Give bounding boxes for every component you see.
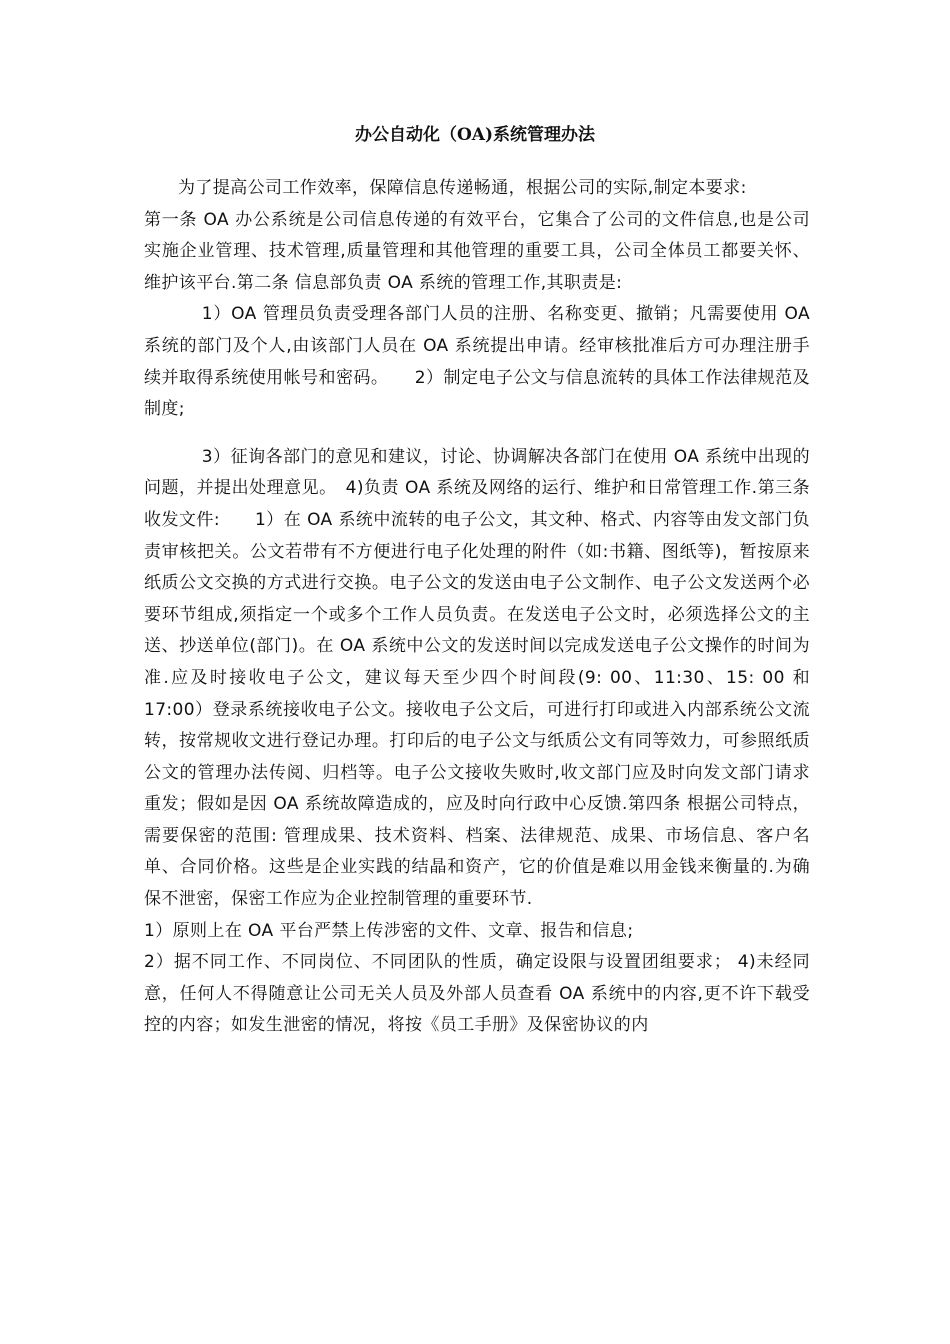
intro-paragraph: 为了提高公司工作效率，保障信息传递畅通，根据公司的实际,制定本要求: [178, 178, 747, 198]
article-1-paragraph: 第一条 OA 办公系统是公司信息传递的有效平台，它集合了公司的文件信息,也是公司实施企业管理、技术管理,质量管理和其他管理的重要工具，公司全体员工都要关怀、维护该平台.第二条 信息部负责 OA 系统的管理工作,其职责是: [144, 209, 810, 293]
confidential-item-2: 2）据不同工作、不同岗位、不同团队的性质，确定设限与设置团组要求； 4)未经同意，任何人不得随意让公司无关人员及外部人员查看 OA 系统中的内容,更不许下载受控的内容；如发生泄密的情况，将按《员工手册》及保密协议的内 [144, 952, 810, 1036]
duties-paragraph-1: 1）OA 管理员负责受理各部门人员的注册、名称变更、撤销；凡需要使用 OA 系统的部门及个人,由该部门人员在 OA 系统提出申请。经审核批准后方可办理注册手续并取得系统使用帐号和密码。 2）制定电子公文与信息流转的具体工作法律规范及制度; [144, 304, 810, 420]
document-body [144, 173, 810, 1042]
document-title: 办公自动化（OA)系统管理办法 [354, 125, 596, 145]
duties-paragraph-3: 3）征询各部门的意见和建议，讨论、协调解决各部门在使用 OA 系统中出现的问题，并提出处理意见。 4)负责 OA 系统及网络的运行、维护和日常管理工作.第三条 收发文件: 1）在 OA 系统中流转的电子公文，其文种、格式、内容等由发文部门负责审核把关。公文若带有不方便进行电子化处理的附件（如:书籍、图纸等)，暂按原来纸质公文交换的方式进行交换。电子公文的发送由电子公文制作、电子公文发送两个必要环节组成,须指定一个或多个工作人员负责。在发送电子公文时，必须选择公文的主送、抄送单位(部门)。在 OA 系统中公文的发送时间以完成发送电子公文操作的时间为准.应及时接收电子公文，建议每天至少四个时间段(9: 00、11:30、15: 00 和 17:00）登录系统接收电子公文。接收电子公文后，可进行打印或进入内部系统公文流转，按常规收文进行登记办理。打印后的电子公文与纸质公文有同等效力，可参照纸质公文的管理办法传阅、归档等。电子公文接收失败时,收文部门应及时向发文部门请求重发；假如是因 OA 系统故障造成的，应及时向行政中心反馈.第四条 根据公司特点，需要保密的范围: 管理成果、技术资料、档案、法律规范、成果、市场信息、客户名单、合同价格。这些是企业实践的结晶和资产，它的价值是难以用金钱来衡量的.为确保不泄密，保密工作应为企业控制管理的重要环节. [144, 446, 810, 910]
confidential-item-1: 1）原则上在 OA 平台严禁上传涉密的文件、文章、报告和信息; [144, 920, 634, 941]
